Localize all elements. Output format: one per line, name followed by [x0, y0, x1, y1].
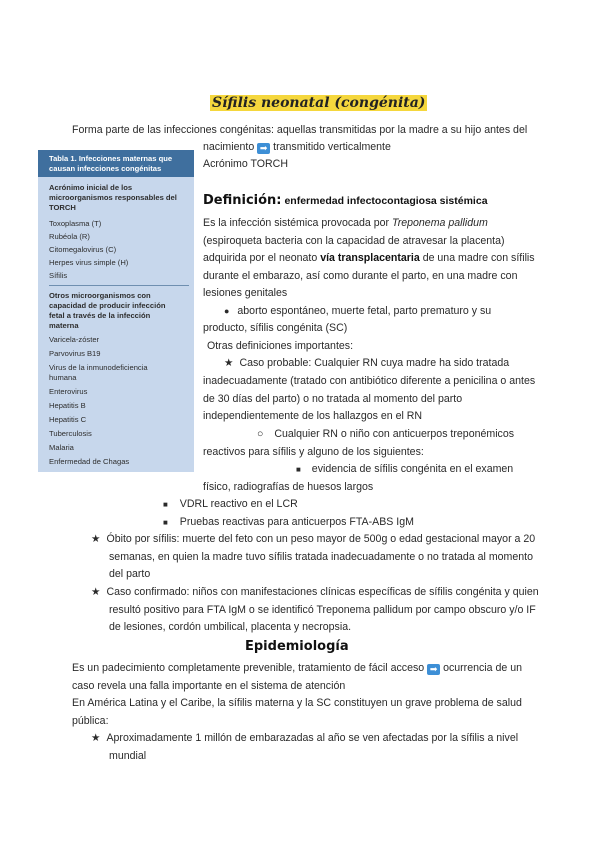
page-title	[210, 94, 427, 112]
intro-line-2-pre: nacimiento	[203, 141, 255, 153]
epidemiology-star-line-1	[91, 731, 518, 745]
table-row: Toxoplasma (T)	[49, 219, 102, 228]
intro-line-1: Forma parte de las infecciones congénitas: aquellas transmitidas por la madre a su hijo antes del	[72, 124, 528, 136]
bullet-dot-text-2: producto, sífilis congénita (SC)	[203, 322, 348, 334]
table-row: Herpes virus simple (H)	[49, 258, 129, 267]
star-icon: ★	[91, 533, 101, 545]
table-row: Enterovirus	[49, 387, 88, 396]
obito-line-2: semanas, en quien la madre tuvo sífilis tratada inadecuadamente o no tratada al momento	[109, 551, 534, 563]
arrow-right-icon: ➡	[257, 143, 270, 154]
epidemiology-line-4: pública:	[72, 715, 109, 727]
dot-bullet-icon: ●	[224, 306, 230, 316]
obito-line-1	[91, 532, 535, 546]
star-icon: ★	[91, 586, 101, 598]
table-row: humana	[49, 373, 77, 382]
definition-line-2: (espiroqueta bacteria con la capacidad de atravesar la placenta)	[203, 235, 505, 247]
epidemiology-line-3: En América Latina y el Caribe, la sífilis materna y la SC constituyen un grave problema de salud	[72, 697, 522, 709]
circle-item-line-2: reactivos para sífilis y alguno de los siguientes:	[203, 446, 424, 458]
epidemiology-line-2: caso revela una falla importante en el sistema de atención	[72, 680, 346, 692]
epidemiology-star-text-1: Aproximadamente 1 millón de embarazadas al año se ven afectadas por la sífilis a nivel	[106, 732, 519, 744]
table-sec2-heading-1: Otros microorganismos con	[49, 291, 151, 300]
star-icon: ★	[224, 357, 234, 369]
circle-bullet-icon: ○	[257, 428, 264, 440]
table-sec2-heading-2: capacidad de producir infección	[49, 301, 166, 310]
definition-line-1	[203, 216, 488, 230]
definition-line-1-pre: Es la infección sistémica provocada por	[203, 217, 390, 229]
probable-case-line-4: independientemente de los hallazgos en el RN	[203, 410, 423, 422]
definition-line-5: lesiones genitales	[203, 287, 288, 299]
table-row: Enfermedad de Chagas	[49, 457, 130, 466]
epidemiology-heading-label: Epidemiología	[245, 639, 349, 654]
square-bullet-icon: ■	[296, 465, 301, 474]
torch-table	[38, 150, 194, 472]
square-item-2	[163, 497, 298, 512]
probable-case-line-1	[224, 356, 509, 370]
epidemiology-line-1-pre: Es un padecimiento completamente prevenible, tratamiento de fácil acceso	[72, 662, 425, 674]
epidemiology-line-1	[72, 661, 522, 675]
epidemiology-heading	[245, 639, 349, 655]
circle-item-text-1: Cualquier RN o niño con anticuerpos treponémicos	[274, 428, 515, 440]
table-row: Sífilis	[49, 271, 68, 280]
definition-line-3-post: de una madre con sífilis	[422, 252, 535, 264]
table-row: Parvovirus B19	[49, 349, 101, 358]
table-row: Varicela-zóster	[49, 335, 100, 344]
confirmed-case-line-1	[91, 585, 539, 599]
square-item-3	[163, 515, 414, 530]
bullet-dot-item	[224, 304, 491, 318]
title-text: Sífilis neonatal (congénita)	[212, 95, 426, 111]
square-item-line-1	[296, 462, 513, 477]
table-sec2-heading-3: fetal a través de la infección	[49, 311, 151, 320]
bullet-dot-text-1: aborto espontáneo, muerte fetal, parto prematuro y su	[237, 305, 492, 317]
confirmed-case-line-2: resultó positivo para FTA IgM o se identificó Treponema pallidum por campo obscuro y/o IF	[109, 604, 536, 616]
arrow-right-icon: ➡	[427, 664, 440, 675]
star-icon: ★	[91, 732, 101, 744]
intro-line-2	[203, 140, 391, 154]
definition-line-4: durante el embarazo, así como durante el parto, en una madre con	[203, 270, 518, 282]
table-sec1-heading-1: Acrónimo inicial de los	[49, 183, 133, 192]
obito-line-3: del parto	[109, 568, 151, 580]
obito-text-1: Óbito por sífilis: muerte del feto con un peso mayor de 500g o edad gestacional mayor a 20	[106, 533, 536, 545]
confirmed-case-text-1: Caso confirmado: niños con manifestaciones clínicas específicas de sífilis congénita y quien	[106, 586, 539, 598]
table-row: Hepatitis B	[49, 401, 86, 410]
definition-line-3	[203, 251, 535, 265]
table-sec1-heading-2: microorganismos responsables del	[49, 193, 177, 202]
table-row: Tuberculosis	[49, 429, 92, 438]
table-row: Hepatitis C	[49, 415, 87, 424]
intro-line-3: Acrónimo TORCH	[203, 158, 288, 170]
probable-case-text-1: Caso probable: Cualquier RN cuya madre ha sido tratada	[239, 357, 510, 369]
table-divider	[49, 285, 189, 286]
intro-line-2-post: transmitido verticalmente	[273, 141, 391, 153]
treponema-italic: Treponema pallidum	[392, 217, 488, 229]
definition-heading	[203, 193, 488, 209]
table-row: Malaria	[49, 443, 74, 452]
table-sec2-heading-4: materna	[49, 321, 79, 330]
square-bullet-icon: ■	[163, 518, 168, 527]
table-title-line-2: causan infecciones congénitas	[49, 164, 162, 173]
square-item-text-1: evidencia de sífilis congénita en el examen	[311, 463, 514, 475]
table-sec1-heading-3: TORCH	[49, 203, 76, 212]
confirmed-case-line-3: de lesiones, cordón umbilical, placenta y necropsia.	[109, 621, 352, 633]
other-definitions: Otras definiciones importantes:	[207, 340, 354, 352]
square-item-3-text: Pruebas reactivas para anticuerpos FTA-ABS IgM	[179, 516, 414, 528]
definition-heading-label: Definición:	[203, 193, 282, 208]
table-row: Citomegalovirus (C)	[49, 245, 117, 254]
probable-case-line-2: inadecuadamente (tratado con antibiótico diferente a penicilina o antes	[203, 375, 536, 387]
epidemiology-star-line-2: mundial	[109, 750, 147, 762]
square-item-line-2: físico, radiografías de huesos largos	[203, 481, 374, 493]
definition-line-3-bold: vía transplacentaria	[320, 252, 420, 264]
table-row: Virus de la inmunodeficiencia	[49, 363, 148, 372]
table-title-line-1: Tabla 1. Infecciones maternas que	[49, 154, 173, 163]
square-item-2-text: VDRL reactivo en el LCR	[179, 498, 298, 510]
epidemiology-line-1-post: ocurrencia de un	[443, 662, 522, 674]
circle-item-line-1	[257, 427, 514, 441]
definition-line-3-pre: adquirida por el neonato	[203, 252, 318, 264]
square-bullet-icon: ■	[163, 500, 168, 509]
definition-heading-sub: enfermedad infectocontagiosa sistémica	[284, 195, 488, 207]
table-row: Rubéola (R)	[49, 232, 90, 241]
probable-case-line-3: de 30 días del parto) o no tratada al momento del parto	[203, 393, 463, 405]
